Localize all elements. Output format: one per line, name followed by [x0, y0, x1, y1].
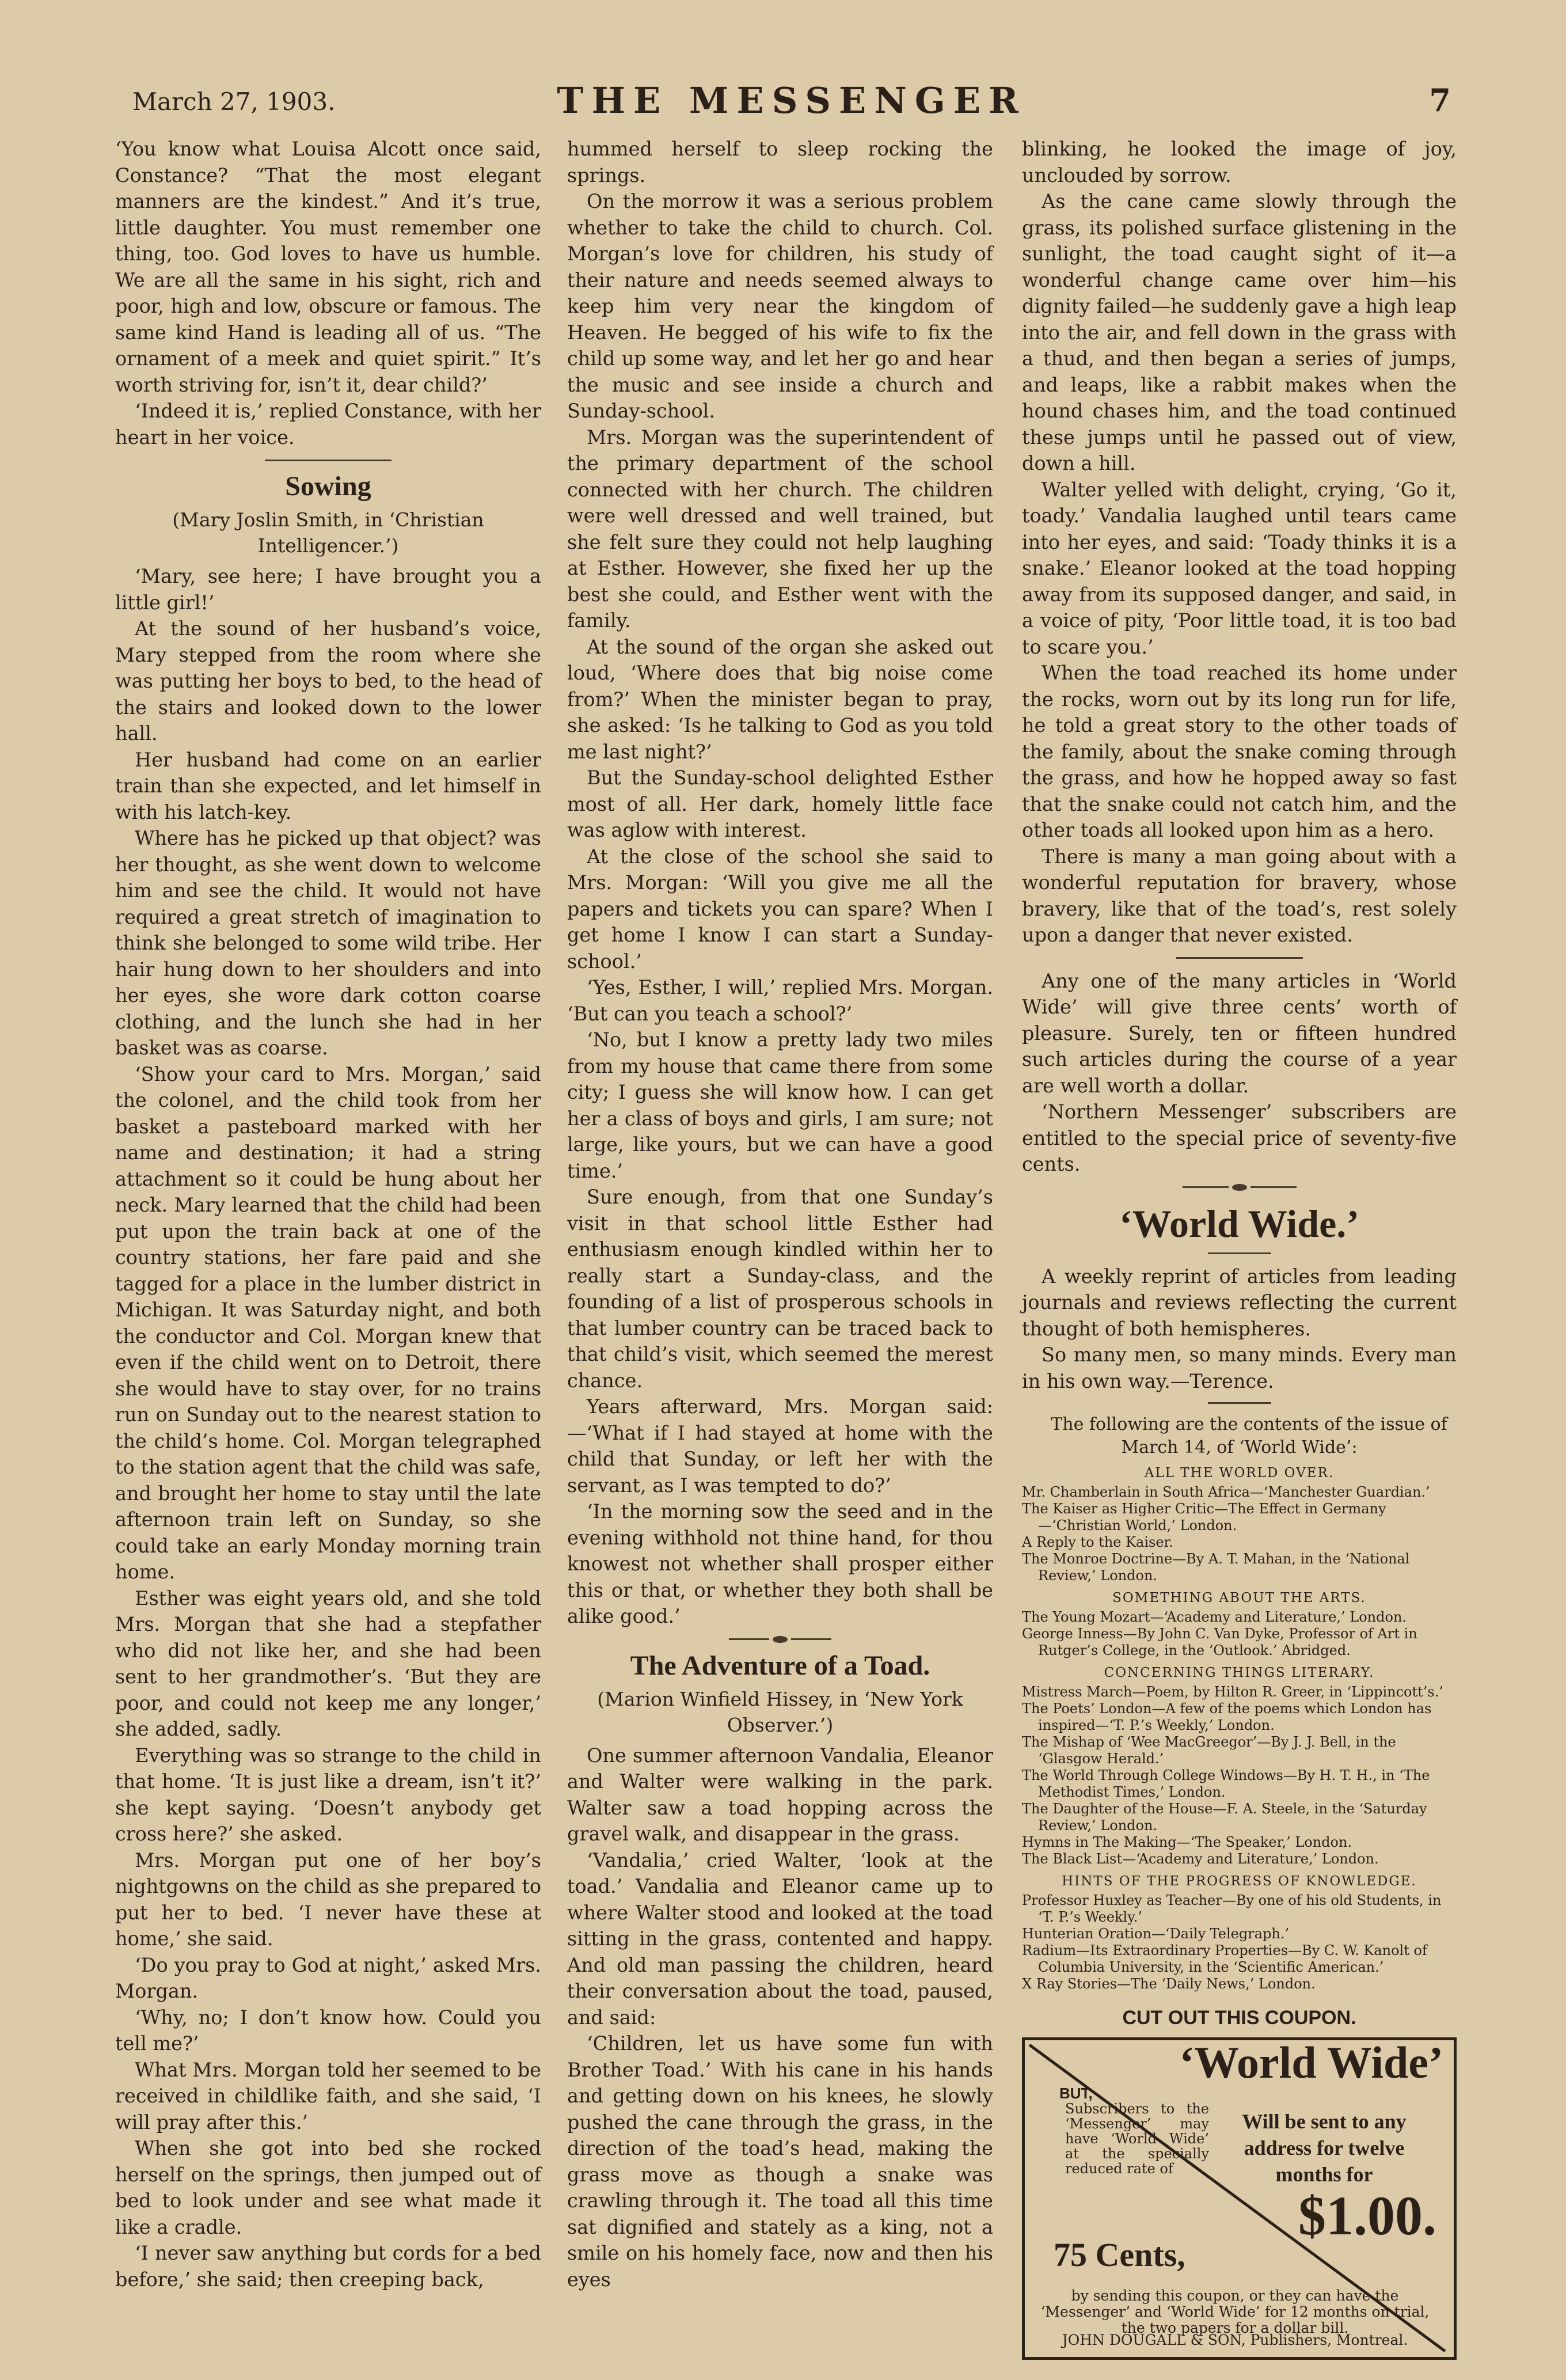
coupon-but: BUT,: [1059, 2084, 1093, 2102]
paragraph: ‘Yes, Esther, I will,’ replied Mrs. Morgan. ‘But can you teach a school?’: [567, 976, 993, 1025]
coupon-offer-text: Will be sent to any address for twelve months for: [1242, 2109, 1407, 2186]
section-divider: [1022, 1183, 1457, 1191]
contents-section-heading: CONCERNING THINGS LITERARY.: [1104, 1665, 1375, 1680]
contents-item: Mistress March—Poem, by Hilton R. Greer, in ‘Lippincott’s.’: [1022, 1684, 1443, 1700]
coupon-conditions: by sending this coupon, or they can have the ‘Messenger’ and ‘World Wide’ for 12 months on trial, the two papers for a dollar bill.: [1040, 2287, 1430, 2336]
contents-section-heading: ALL THE WORLD OVER.: [1144, 1466, 1335, 1481]
coupon-title: ‘World Wide’: [1179, 2037, 1443, 2087]
paragraph: ‘Vandalia,’ cried Walter, ‘look at the toad.’ Vandalia and Eleanor came up to where Walter stood and looked at the toad sitting in the grass, contented and happy. And old man passing the children, heard their conversation about the toad, paused, and said:: [567, 1848, 993, 2029]
paragraph: So many men, so many minds. Every man in his own way.—Terence.: [1022, 1343, 1457, 1392]
column-1: [115, 136, 541, 2292]
subscription-coupon[interactable]: [1022, 2037, 1457, 2360]
paragraph: At the close of the school she said to Mrs. Morgan: ‘Will you give me all the papers and tickets you can spare? When I get home I know I can start a Sunday-school.’: [567, 845, 993, 973]
paragraph: blinking, he looked the image of joy, unclouded by sorrow.: [1022, 138, 1457, 187]
paragraph: ‘Mary, see here; I have brought you a little girl!’: [115, 565, 541, 614]
paragraph: Her husband had come on an earlier train than she expected, and let himself in with his latch-key.: [115, 748, 541, 823]
contents-item: Professor Huxley as Teacher—By one of his old Students, in ‘T. P.’s Weekly.’: [1022, 1892, 1442, 1925]
column-2: [567, 136, 993, 2292]
paragraph: ‘Do you pray to God at night,’ asked Mrs. Morgan.: [115, 1953, 541, 2002]
paragraph: When she got into bed she rocked herself on the springs, then jumped out of bed to look under and see what made it like a cradle.: [115, 2137, 541, 2238]
article-byline: (Mary Joslin Smith, in ‘Christian Intelligencer.’): [172, 508, 484, 557]
article-byline: (Marion Winfield Hissey, in ‘New York Observer.’): [597, 1687, 963, 1736]
article-title-toad: The Adventure of a Toad.: [630, 1650, 930, 1681]
paragraph: One summer afternoon Vandalia, Eleanor and Walter were walking in the park. Walter saw a toad hopping across the gravel walk, and disappear in the grass.: [567, 1744, 993, 1845]
contents-item: Hunterian Oration—‘Daily Telegraph.’: [1022, 1926, 1290, 1942]
article-title-sowing: Sowing: [285, 471, 371, 502]
paragraph: As the cane came slowly through the grass, its polished surface glistening in the sunlight, the toad caught sight of it—a wonderful change came over him—his dignity failed—he suddenly gave a high leap into the air, and fell down in the grass with a thud, and then began a series of jumps, and leaps, like a rabbit makes when the hound chases him, and the toad continued these jumps until he passed out of view, down a hill.: [1022, 190, 1457, 475]
contents-item: The Mishap of ‘Wee MacGreegor’—By J. J. Bell, in the ‘Glasgow Herald.’: [1022, 1734, 1396, 1767]
contents-item: The Poets’ London—A few of the poems which London has inspired—‘T. P.’s Weekly,’ London.: [1022, 1700, 1432, 1733]
paragraph: ‘No, but I know a pretty lady two miles from my house that came there from some city; I guess she will know how. I can get her a class of boys and girls, I am sure; not large, like yours, but we can have a good time.’: [567, 1028, 993, 1182]
paragraph: Mrs. Morgan was the superintendent of the primary department of the school connected with her church. The children were well dressed and well trained, but she felt sure they could not help laughing at Esther. However, she fixed her up the best she could, and Esther went with the family.: [567, 426, 993, 632]
title-rule: [1208, 1402, 1271, 1404]
contents-section-heading: SOMETHING ABOUT THE ARTS.: [1112, 1591, 1366, 1605]
paragraph: ‘Show your card to Mrs. Morgan,’ said the colonel, and the child took from her basket a pasteboard marked with her name and destination; it had a string attachment so it could be hung about her neck. Mary learned that the child had been put upon the train back at one of the country stations, her fare paid and she tagged for a place in the lumber district in Michigan. It was Saturday night, and both the conductor and Col. Morgan knew that even if the child went on to Detroit, there she would have to stay over, for no trains run on Sunday out to the nearest station to the child’s home. Col. Morgan telegraphed to the station agent that the child was safe, and brought her home to stay until the late afternoon train left on Sunday, so she could take an early Monday morning train home.: [115, 1062, 541, 1583]
paragraph: Where has he picked up that object? was her thought, as she went down to welcome him and see the child. It would not have required a great stretch of imagination to think she belonged to some wild tribe. Her hair hung down to her shoulders and into her eyes, she wore dark cotton coarse clothing, and the lunch she had in her basket was as coarse.: [115, 827, 541, 1059]
coupon-publisher: JOHN DOUGALL & SON, Publishers, Montreal.: [1062, 2332, 1408, 2348]
paragraph: Walter yelled with delight, crying, ‘Go it, toady.’ Vandalia laughed until tears came into her eyes, and said: ‘Toady thinks it is a snake.’ Eleanor looked at the toad hopping away from its supposed danger, and said, in a voice of pity, ‘Poor little toad, it is too bad to scare you.’: [1022, 478, 1457, 658]
contents-item: The Black List—‘Academy and Literature,’ London.: [1022, 1851, 1379, 1867]
masthead: [132, 79, 1451, 131]
paragraph: Everything was so strange to the child in that home. ‘It is just like a dream, isn’t it?’ she kept saying. ‘Doesn’t anybody get cross here?’ she asked.: [115, 1744, 541, 1845]
world-wide-title: ‘World Wide.’: [1119, 1201, 1359, 1246]
paragraph: At the sound of the organ she asked out loud, ‘Where does that big noise come from?’ When the minister began to pray, she asked: ‘Is he talking to God as you told me last night?’: [567, 635, 993, 763]
contents-item: The World Through College Windows—By H. T. H., in ‘The Methodist Times,’ London.: [1022, 1767, 1430, 1800]
issue-date: March 27, 1903.: [132, 88, 336, 116]
contents-item: The Young Mozart—‘Academy and Literature,’ London.: [1022, 1609, 1407, 1625]
section-divider: [115, 456, 541, 464]
paragraph: On the morrow it was a serious problem whether to take the child to church. Col. Morgan’s love for children, his study of their nature and needs seemed always to keep him very near the kingdom of Heaven. He begged of his wife to fix the child up some way, and let her go and hear the music and see inside a church and Sunday-school.: [567, 190, 993, 422]
coupon-heading: CUT OUT THIS COUPON.: [1122, 2007, 1356, 2029]
column-3: [1022, 136, 1457, 2360]
contents-item: Radium—Its Extraordinary Properties—By C. W. Kanolt of Columbia University, in the ‘Scientific American.’: [1022, 1942, 1427, 1975]
paragraph: Esther was eight years old, and she told Mrs. Morgan that she had a stepfather who did not like her, and she had been sent to her grandmother’s. ‘But they are poor, and could not keep me any longer,’ she added, sadly.: [115, 1586, 541, 1740]
contents-item: A Reply to the Kaiser.: [1022, 1534, 1174, 1550]
paragraph: At the sound of her husband’s voice, Mary stepped from the room where she was putting her boys to bed, to the head of the stairs and looked down to the lower hall.: [115, 617, 541, 745]
paragraph: ‘In the morning sow the seed and in the evening withhold not thine hand, for thou knowest not whether shall prosper either this or that, or whether they both shall be alike good.’: [567, 1500, 993, 1627]
contents-item: X Ray Stories—The ‘Daily News,’ London.: [1022, 1976, 1316, 1992]
contents-item: The Monroe Doctrine—By A. T. Mahan, in the ‘National Review,’ London.: [1022, 1551, 1410, 1584]
contents-intro: The following are the contents of the issue of March 14, of ‘World Wide’:: [1051, 1414, 1447, 1457]
coupon-price-regular: $1.00.: [1298, 2184, 1436, 2246]
title-rule: [1208, 1252, 1271, 1254]
paragraph: Any one of the many articles in ‘World Wide’ will give three cents’ worth of pleasure. Surely, ten or fifteen hundred such articles during the course of a year are well worth a dollar.: [1022, 969, 1457, 1097]
contents-section-heading: HINTS OF THE PROGRESS OF KNOWLEDGE.: [1062, 1874, 1417, 1889]
paragraph: ‘Northern Messenger’ subscribers are entitled to the special price of seventy-five cents.: [1022, 1100, 1457, 1175]
section-divider: [1022, 954, 1457, 962]
paragraph: ‘You know what Louisa Alcott once said, Constance? “That the most elegant manners are the kindest.” And it’s true, little daughter. You must remember one thing, too. God loves to have us humble. We are all the same in his sight, rich and poor, high and low, obscure or famous. The same kind Hand is leading all of us. “The ornament of a meek and quiet spirit.” It’s worth striving for, isn’t it, dear child?’: [115, 138, 541, 396]
paragraph: ‘Children, let us have some fun with Brother Toad.’ With his cane in his hands and getting down on his knees, he slowly pushed the cane through the grass, in the direction of the toad’s head, making the grass move as though a snake was crawling through it. The toad all this time sat dignified and stately as a king, not a smile on his homely face, now and then his eyes: [567, 2032, 993, 2291]
section-divider: [567, 1635, 993, 1643]
paragraph: But the Sunday-school delighted Esther most of all. Her dark, homely little face was aglow with interest.: [567, 766, 993, 841]
paragraph: Sure enough, from that one Sunday’s visit in that school little Esther had enthusiasm enough kindled within her to really start a Sunday-class, and the founding of a list of prosperous schools in that lumber country can be traced back to that child’s visit, which seemed the merest chance.: [567, 1186, 993, 1392]
newspaper-title: THE MESSENGER: [557, 79, 1027, 122]
coupon-subscribers-text: Subscribers to the ‘Messenger’ may have ‘World Wide’ at the specially reduced rate of: [1065, 2100, 1209, 2177]
paragraph: ‘Indeed it is,’ replied Constance, with her heart in her voice.: [115, 400, 541, 449]
paragraph: ‘I never saw anything but cords for a bed before,’ she said; then creeping back,: [115, 2242, 541, 2291]
paragraph: There is many a man going about with a wonderful reputation for bravery, whose bravery, like that of the toad’s, rest solely upon a danger that never existed.: [1022, 845, 1457, 946]
paragraph: hummed herself to sleep rocking the springs.: [567, 138, 993, 187]
page-number: 7: [1429, 82, 1451, 119]
paragraph: Years afterward, Mrs. Morgan said:—‘What if I had stayed at home with the child that Sunday, or left her with the servant, as I was tempted to do?’: [567, 1395, 993, 1497]
contents-item: The Daughter of the House—F. A. Steele, in the ‘Saturday Review,’ London.: [1022, 1801, 1427, 1834]
paragraph: ‘Why, no; I don’t know how. Could you tell me?’: [115, 2006, 541, 2055]
paragraph: When the toad reached its home under the rocks, worn out by its long run for life, he told a great story to the other toads of the family, about the snake coming through the grass, and how he hopped away so fast that the snake could not catch him, and the other toads all looked upon him as a hero.: [1022, 662, 1457, 841]
paragraph: Mrs. Morgan put one of her boy’s nightgowns on the child as she prepared to put her to bed. ‘I never have these at home,’ she said.: [115, 1848, 541, 1950]
paragraph: A weekly reprint of articles from leading journals and reviews reflecting the current thought of both hemispheres.: [1022, 1265, 1457, 1340]
contents-item: Mr. Chamberlain in South Africa—‘Manchester Guardian.’: [1022, 1484, 1430, 1500]
paragraph: What Mrs. Morgan told her seemed to be received in childlike faith, and she said, ‘I will pray after this.’: [115, 2058, 541, 2134]
coupon-price-reduced: 75 Cents,: [1054, 2235, 1185, 2273]
contents-list: [1022, 1465, 1457, 1992]
contents-item: The Kaiser as Higher Critic—The Effect in Germany—‘Christian World,’ London.: [1022, 1501, 1386, 1533]
contents-item: George Inness—By John C. Van Dyke, Professor of Art in Rutger’s College, in the ‘Outlook.’ Abridged.: [1022, 1626, 1417, 1658]
contents-item: Hymns in The Making—‘The Speaker,’ London.: [1022, 1834, 1352, 1850]
